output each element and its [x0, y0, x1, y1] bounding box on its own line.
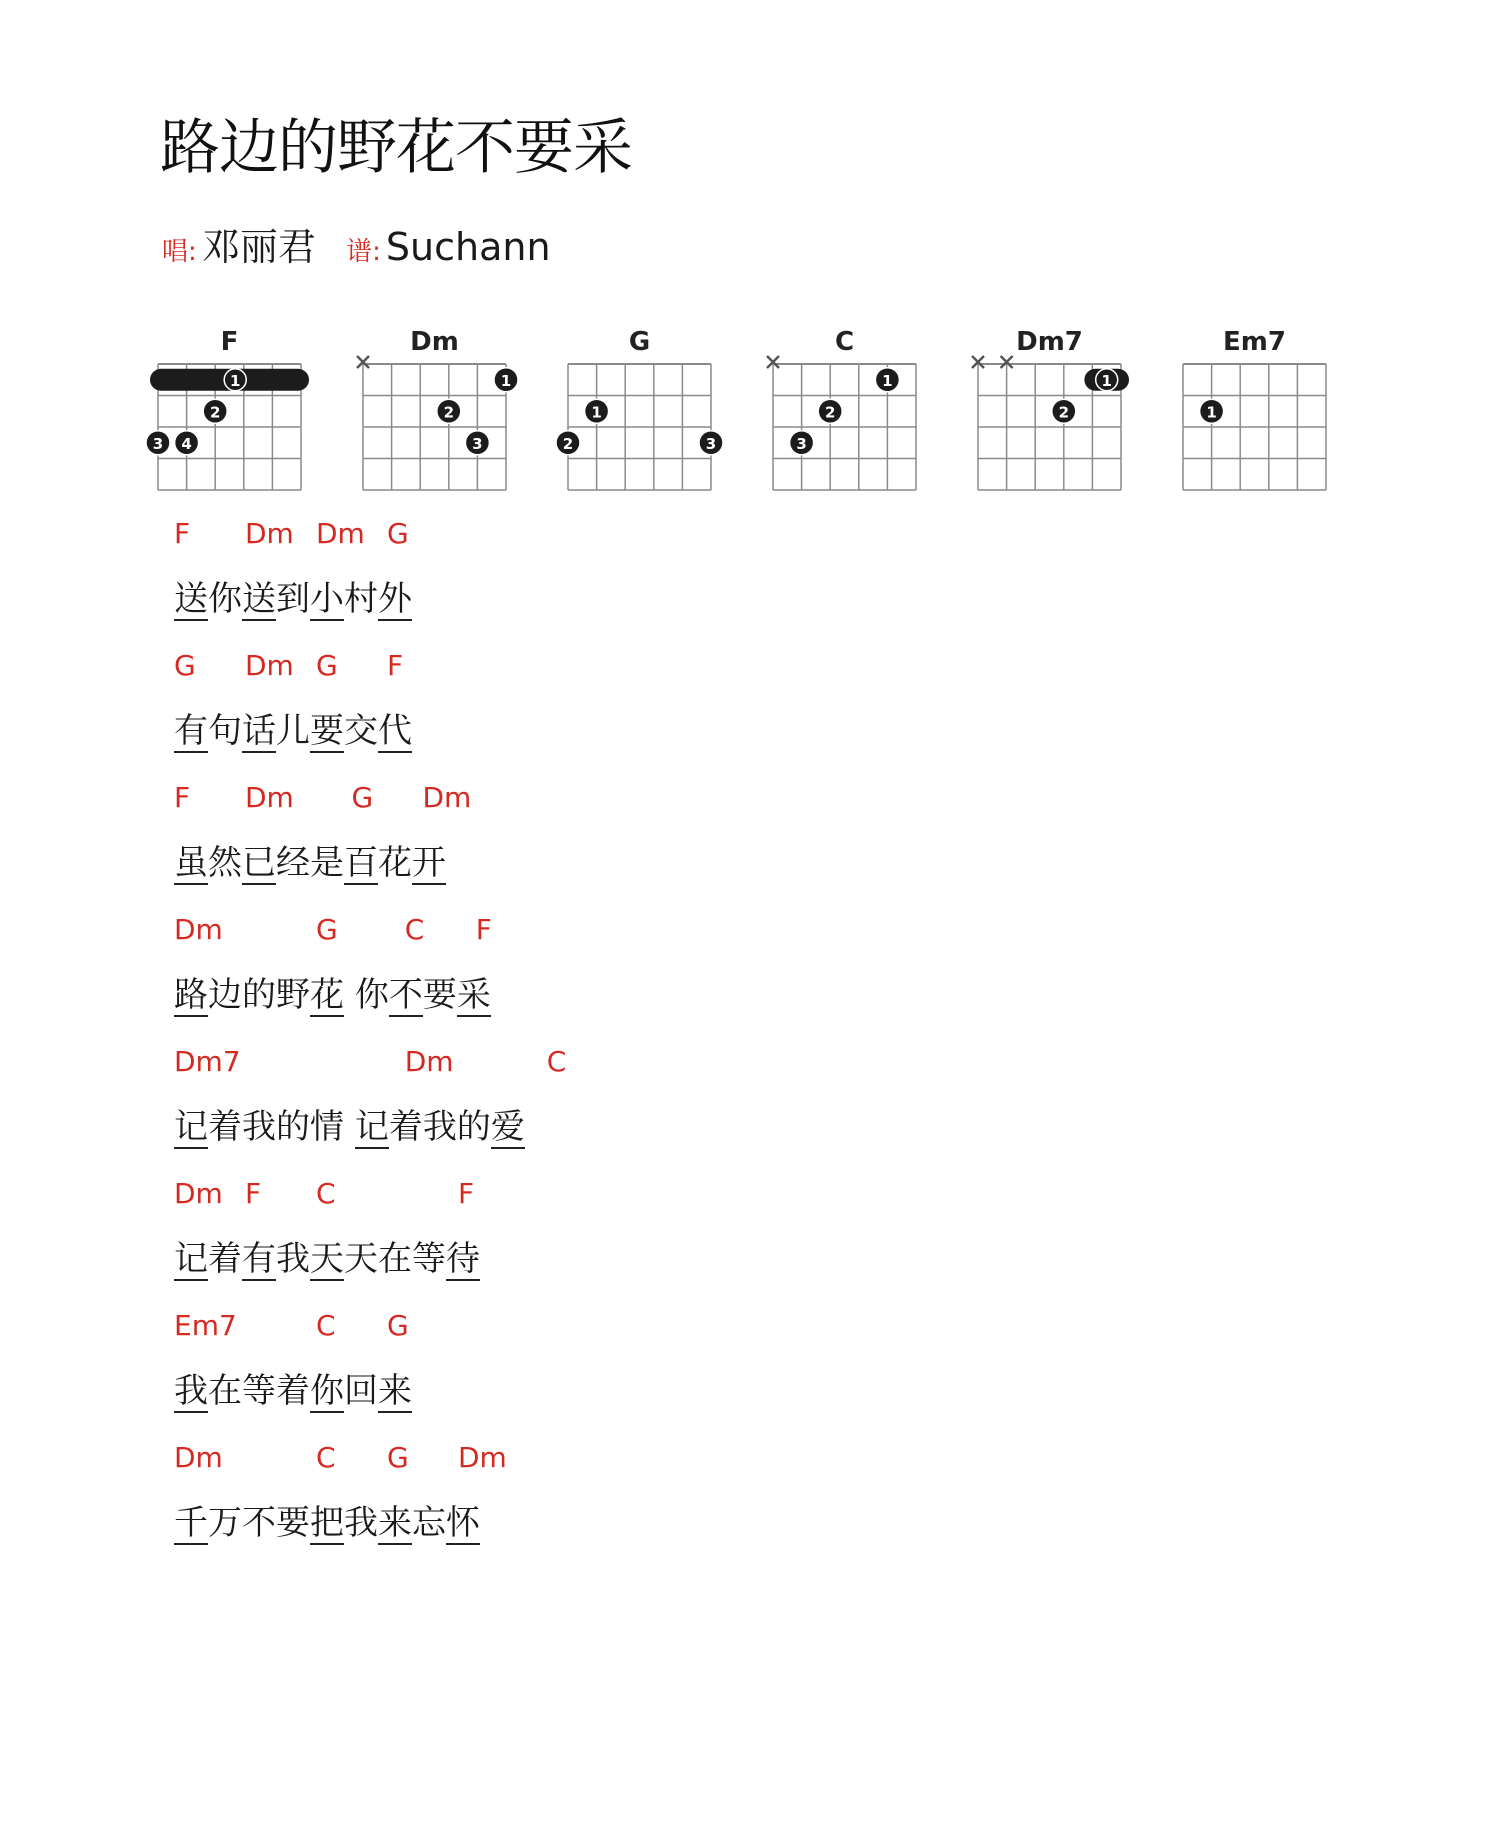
- chord-label: G: [387, 1441, 409, 1474]
- chord-diagram-dm7: [972, 327, 1129, 490]
- chord-diagram-f: [146, 327, 309, 490]
- chord-diagram-em7: [1183, 327, 1326, 490]
- chord-diagram-name: F: [220, 327, 239, 357]
- finger-number: 1: [1101, 371, 1112, 390]
- chord-diagram-canvas: [0, 0, 1500, 500]
- lyric-text: 有句话儿要交代: [174, 711, 412, 751]
- chord-label: Dm: [174, 1441, 223, 1474]
- finger-number: 3: [472, 434, 483, 453]
- chord-diagrams: [0, 0, 1500, 500]
- lyric-text: 送你送到小村外: [174, 579, 412, 619]
- song-title: 路边的野花不要采: [160, 113, 632, 183]
- finger-number: 3: [705, 434, 717, 453]
- chord-label: Dm: [458, 1441, 507, 1474]
- chord-diagram-name: Dm: [410, 327, 459, 357]
- chord-label: Dm7: [174, 1045, 241, 1078]
- chord-line: [174, 1434, 1074, 1482]
- finger-number: 2: [209, 403, 221, 422]
- chord-line: [174, 510, 1074, 558]
- chord-label: C: [404, 913, 425, 946]
- chord-line: [174, 906, 1074, 954]
- lyric-line: [174, 704, 1074, 764]
- chord-label: Dm: [174, 1177, 223, 1210]
- chord-label: Dm: [404, 1045, 454, 1078]
- finger-number: 2: [824, 403, 836, 422]
- chord-label: G: [316, 913, 338, 946]
- lyric-text: 记着我的情 记着我的爱: [174, 1107, 525, 1147]
- lyric-line: [174, 1364, 1074, 1424]
- finger-number: 3: [152, 434, 164, 453]
- chord-diagram-c: [767, 327, 916, 490]
- chord-diagram-name: Em7: [1223, 327, 1286, 357]
- finger-number: 4: [181, 434, 192, 453]
- chord-label: F: [174, 781, 191, 814]
- chord-label: G: [351, 781, 374, 814]
- song-body: [174, 500, 1074, 1556]
- arranger-label: 谱:: [346, 237, 381, 267]
- chord-label: F: [174, 517, 191, 550]
- finger-number: 1: [882, 371, 893, 390]
- chord-diagram-name: C: [834, 327, 855, 357]
- finger-number: 2: [562, 434, 574, 453]
- lyric-text: 路边的野花 你不要采: [174, 975, 491, 1015]
- finger-number: 1: [591, 403, 602, 422]
- lyric-text: 千万不要把我来忘怀: [174, 1503, 480, 1543]
- finger-number: 2: [1058, 403, 1070, 422]
- chord-label: Dm: [316, 517, 365, 550]
- singer-name: 邓丽君: [201, 225, 316, 269]
- lyric-line: [174, 836, 1074, 896]
- chord-label: G: [387, 1309, 409, 1342]
- chord-label: F: [458, 1177, 475, 1210]
- lyric-text: 我在等着你回来: [174, 1371, 412, 1411]
- chord-line: [174, 1038, 1074, 1086]
- chord-label: Dm: [245, 649, 294, 682]
- finger-number: 1: [500, 371, 512, 390]
- arranger-name: Suchann: [385, 225, 551, 269]
- chord-label: C: [546, 1045, 567, 1078]
- finger-number: 2: [443, 403, 455, 422]
- chord-label: Dm: [422, 781, 472, 814]
- lyric-line: [174, 1496, 1074, 1556]
- chord-label: F: [475, 913, 492, 946]
- chord-label: F: [387, 649, 404, 682]
- chord-line: [174, 1302, 1074, 1350]
- chord-label: F: [245, 1177, 262, 1210]
- chord-label: G: [316, 649, 338, 682]
- finger-number: 1: [230, 371, 241, 390]
- chord-label: Dm: [245, 781, 294, 814]
- chord-diagram-name: G: [628, 327, 651, 357]
- chord-label: C: [316, 1309, 336, 1342]
- chord-diagram-dm: [357, 327, 518, 490]
- lyric-text: 记着有我天天在等待: [174, 1239, 480, 1279]
- finger-number: 1: [1206, 403, 1217, 422]
- finger-number: 3: [796, 434, 807, 453]
- chord-line: [174, 774, 1074, 822]
- chord-diagram-g: [556, 327, 723, 490]
- singer-label: 唱:: [162, 237, 197, 267]
- chord-label: Em7: [174, 1309, 237, 1342]
- chord-diagram-name: Dm7: [1016, 327, 1083, 357]
- chord-label: Dm: [174, 913, 223, 946]
- chord-label: G: [174, 649, 196, 682]
- chord-line: [174, 642, 1074, 690]
- lyric-line: [174, 1100, 1074, 1160]
- lyric-text: 虽然已经是百花开: [174, 843, 446, 883]
- lyric-line: [174, 968, 1074, 1028]
- chord-label: Dm: [245, 517, 294, 550]
- chord-label: G: [387, 517, 409, 550]
- chord-line: [174, 1170, 1074, 1218]
- chord-label: C: [316, 1177, 336, 1210]
- lyric-line: [174, 572, 1074, 632]
- lyric-line: [174, 1232, 1074, 1292]
- chord-label: C: [316, 1441, 336, 1474]
